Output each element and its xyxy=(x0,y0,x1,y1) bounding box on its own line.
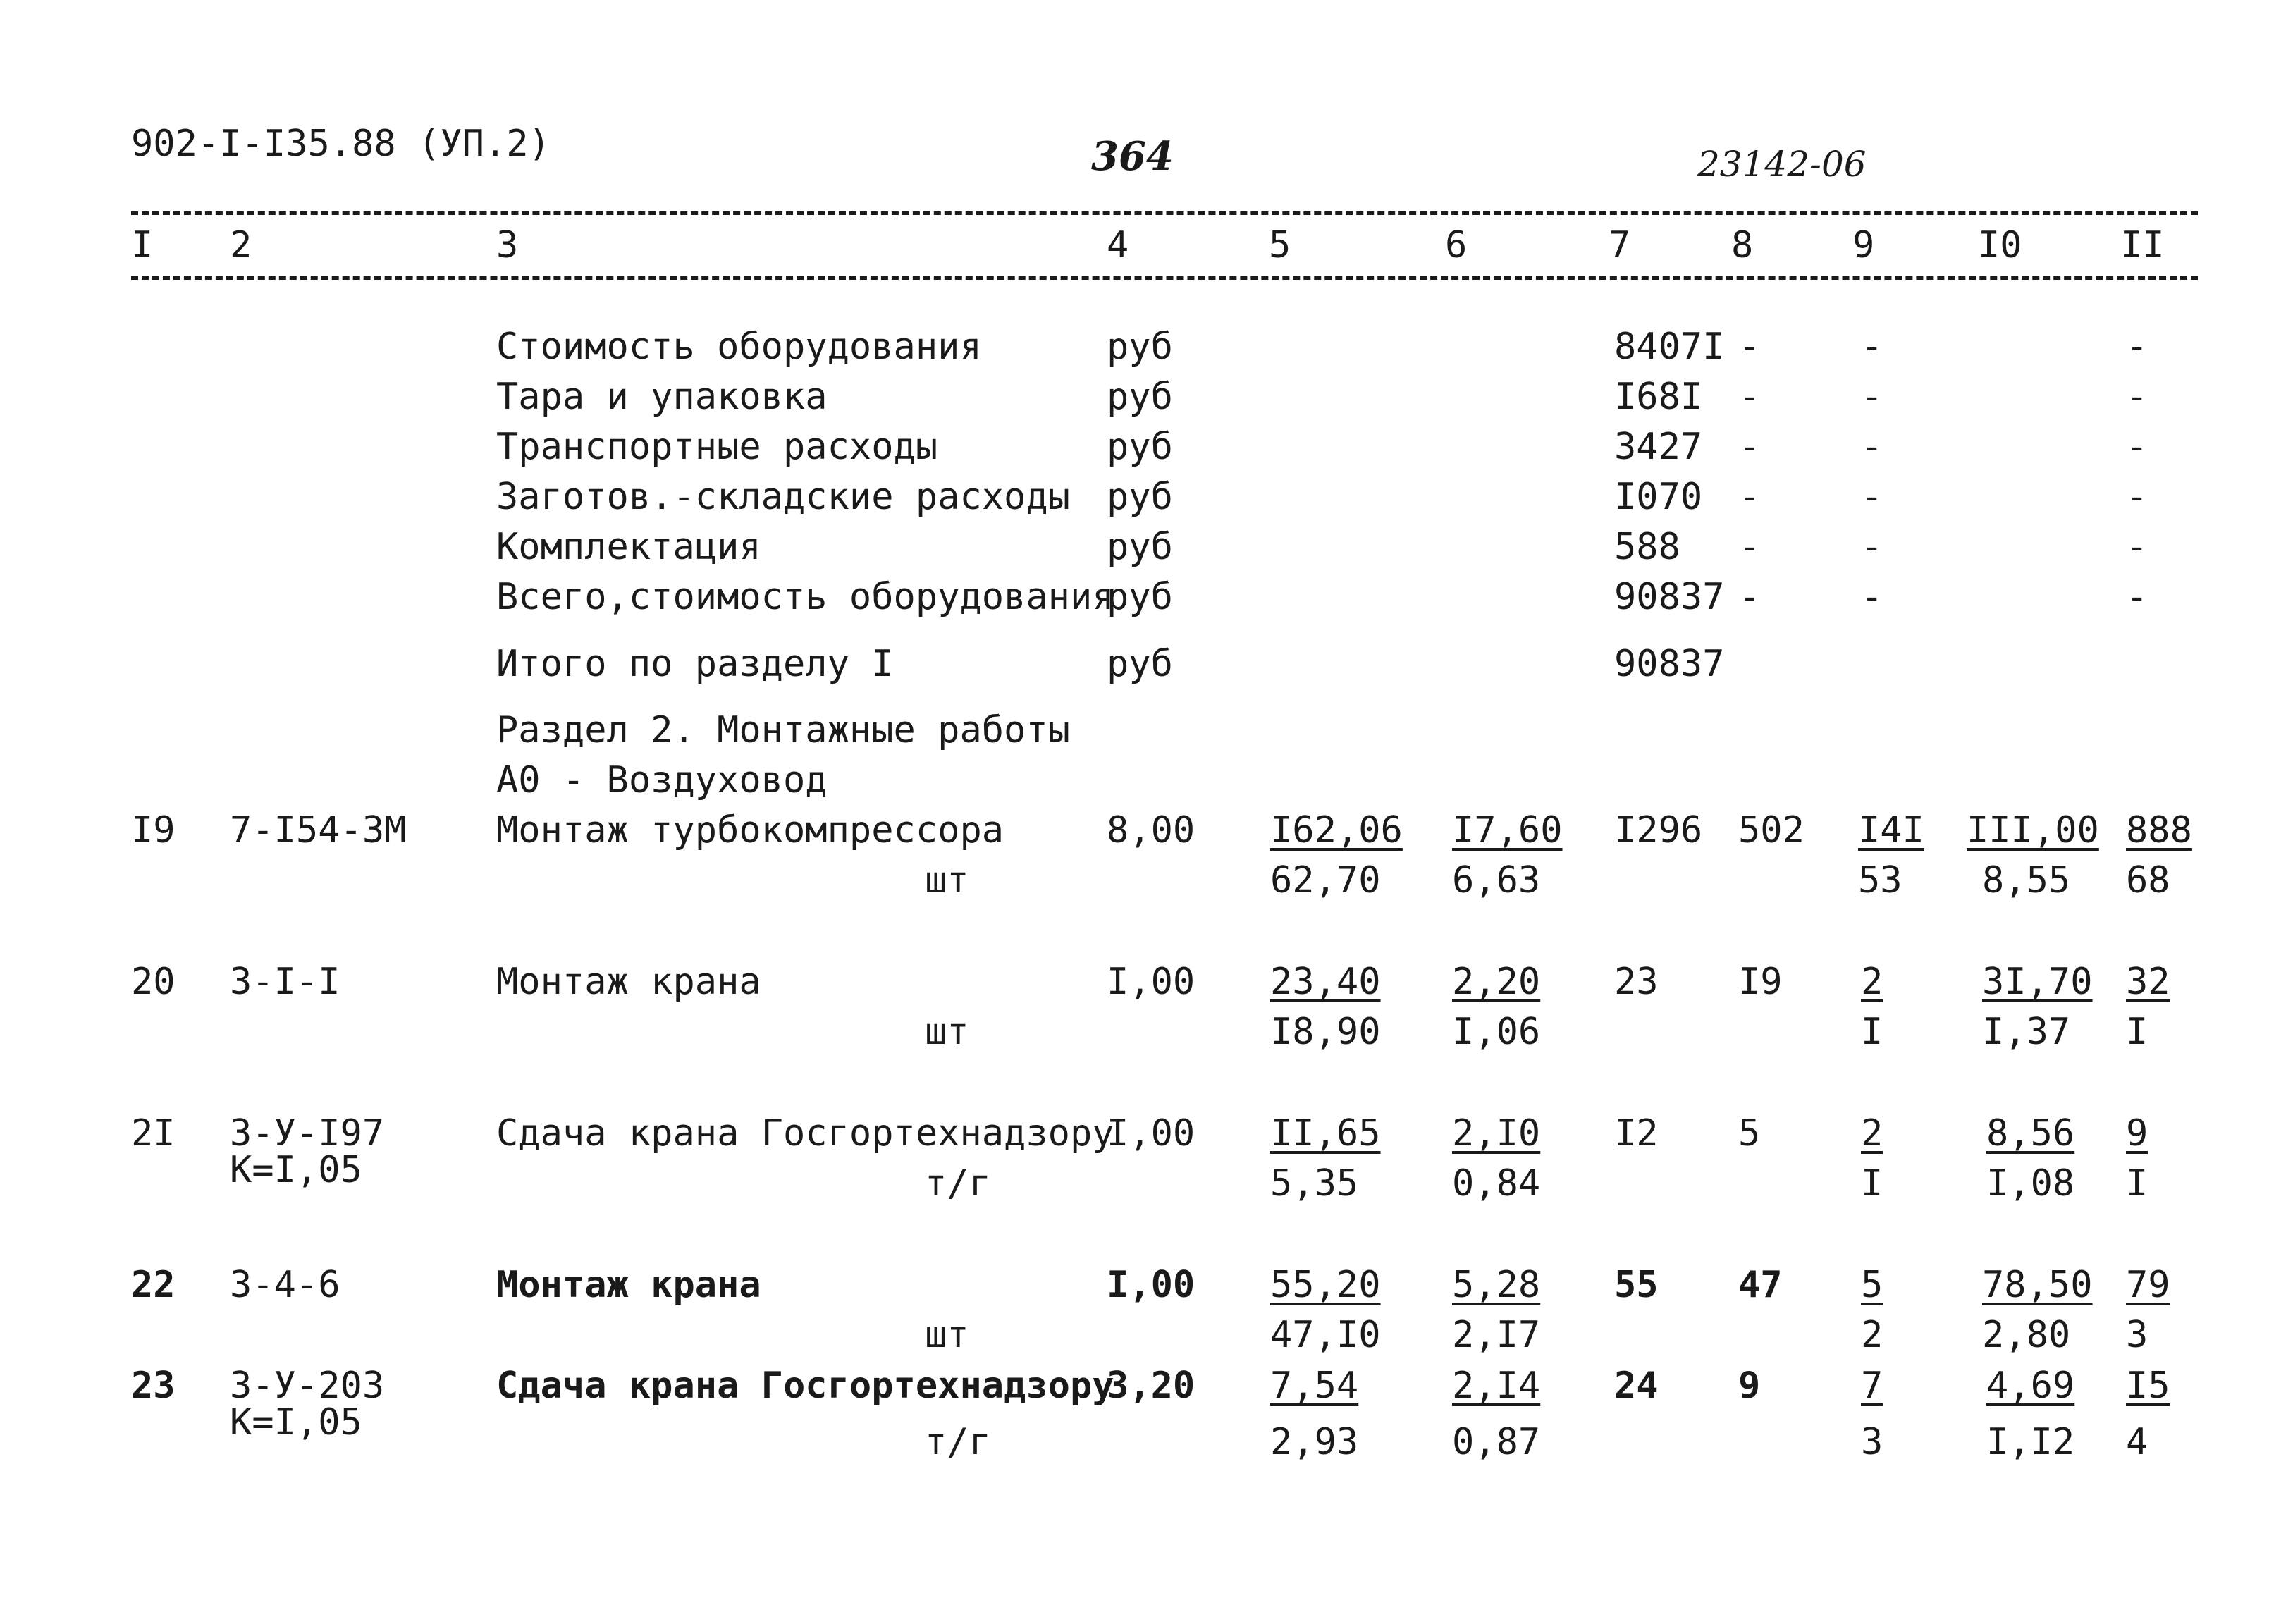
item-quantity: 8,00 xyxy=(1107,809,1195,851)
item-name: Сдача крана Госгортехнадзору xyxy=(496,1112,1114,1155)
item-code-coefficient: К=I,05 xyxy=(230,1401,362,1444)
summary-col7: I68I xyxy=(1614,376,1703,418)
item-quantity: 3,20 xyxy=(1107,1365,1195,1407)
item-number: I9 xyxy=(131,809,176,851)
item-unit: шт xyxy=(925,1011,969,1053)
summary-name: Заготов.-складские расходы xyxy=(496,476,1070,518)
item-col7: 24 xyxy=(1614,1365,1659,1407)
summary-col8: - xyxy=(1738,426,1761,468)
item-col9: 7 xyxy=(1861,1365,1883,1407)
summary-unit: руб xyxy=(1107,376,1173,418)
section-total-unit: руб xyxy=(1107,643,1173,685)
item-col5: 23,40 xyxy=(1270,961,1381,1003)
item-col11-sub: I xyxy=(2126,1011,2148,1053)
item-col11: 79 xyxy=(2126,1264,2170,1306)
summary-col8: - xyxy=(1738,326,1761,368)
summary-col8: - xyxy=(1738,476,1761,518)
summary-col7: 588 xyxy=(1614,526,1680,568)
summary-col9: - xyxy=(1861,526,1883,568)
item-col10-sub: I,I2 xyxy=(1986,1421,2075,1463)
summary-name: Транспортные расходы xyxy=(496,426,938,468)
summary-col11: - xyxy=(2126,526,2148,568)
summary-col9: - xyxy=(1861,426,1883,468)
header-top-rule xyxy=(131,211,2198,215)
item-col5-sub: 2,93 xyxy=(1270,1421,1359,1463)
col-header-2: 2 xyxy=(230,224,252,266)
item-unit: шт xyxy=(925,859,969,902)
summary-name: Стоимость оборудования xyxy=(496,326,982,368)
page-number: 364 xyxy=(1091,133,1174,180)
item-col8: 502 xyxy=(1738,809,1804,851)
item-col5-sub: 47,I0 xyxy=(1270,1314,1381,1356)
summary-col8: - xyxy=(1738,376,1761,418)
item-col8: 5 xyxy=(1738,1112,1761,1155)
item-col9: I4I xyxy=(1858,809,1924,851)
item-unit: шт xyxy=(925,1314,969,1356)
summary-unit: руб xyxy=(1107,426,1173,468)
item-number: 23 xyxy=(131,1365,176,1407)
summary-col9: - xyxy=(1861,576,1883,618)
col-header-10: I0 xyxy=(1978,224,2022,266)
item-col6-sub: 2,I7 xyxy=(1452,1314,1541,1356)
item-col10-sub: 8,55 xyxy=(1982,859,2071,902)
item-col8: I9 xyxy=(1738,961,1783,1003)
item-number: 22 xyxy=(131,1264,176,1306)
item-col5: I62,06 xyxy=(1270,809,1403,851)
item-col9-sub: 3 xyxy=(1861,1421,1883,1463)
item-col5: II,65 xyxy=(1270,1112,1381,1155)
summary-name: Всего,стоимость оборудования xyxy=(496,576,1114,618)
summary-unit: руб xyxy=(1107,326,1173,368)
item-col8: 47 xyxy=(1738,1264,1783,1306)
item-col10: 8,56 xyxy=(1986,1112,2075,1155)
summary-col9: - xyxy=(1861,326,1883,368)
col-header-7: 7 xyxy=(1609,224,1631,266)
item-col11-sub: 4 xyxy=(2126,1421,2148,1463)
item-col10: 3I,70 xyxy=(1982,961,2093,1003)
item-unit: т/г xyxy=(925,1162,991,1205)
item-name: Монтаж турбокомпрессора xyxy=(496,809,1004,851)
item-col10: III,00 xyxy=(1967,809,2099,851)
item-col11-sub: 68 xyxy=(2126,859,2170,902)
item-unit: т/г xyxy=(925,1421,991,1463)
item-code: 3-У-203 xyxy=(230,1365,385,1407)
item-col6-sub: 0,84 xyxy=(1452,1162,1541,1205)
item-quantity: I,00 xyxy=(1107,1264,1195,1306)
summary-col9: - xyxy=(1861,376,1883,418)
item-col9-sub: I xyxy=(1861,1011,1883,1053)
item-col5: 55,20 xyxy=(1270,1264,1381,1306)
col-header-3: 3 xyxy=(496,224,519,266)
item-col6-sub: I,06 xyxy=(1452,1011,1541,1053)
summary-col11: - xyxy=(2126,476,2148,518)
item-col7: 55 xyxy=(1614,1264,1659,1306)
item-col9-sub: I xyxy=(1861,1162,1883,1205)
item-col7: 23 xyxy=(1614,961,1659,1003)
summary-col11: - xyxy=(2126,576,2148,618)
summary-col7: 90837 xyxy=(1614,576,1725,618)
item-name: Монтаж крана xyxy=(496,1264,761,1306)
summary-col11: - xyxy=(2126,426,2148,468)
item-number: 20 xyxy=(131,961,176,1003)
item-col9-sub: 53 xyxy=(1858,859,1902,902)
item-col6-sub: 0,87 xyxy=(1452,1421,1541,1463)
summary-col7: 8407I xyxy=(1614,326,1725,368)
summary-col9: - xyxy=(1861,476,1883,518)
item-col6: 2,I4 xyxy=(1452,1365,1541,1407)
item-col11: I5 xyxy=(2126,1365,2170,1407)
item-col6: 2,I0 xyxy=(1452,1112,1541,1155)
item-col7: I2 xyxy=(1614,1112,1659,1155)
item-col11-sub: 3 xyxy=(2126,1314,2148,1356)
item-name: Сдача крана Госгортехнадзору xyxy=(496,1365,1114,1407)
stamp-number: 23142-06 xyxy=(1697,144,1867,185)
item-number: 2I xyxy=(131,1112,176,1155)
item-col6-sub: 6,63 xyxy=(1452,859,1541,902)
item-col5-sub: I8,90 xyxy=(1270,1011,1381,1053)
item-quantity: I,00 xyxy=(1107,1112,1195,1155)
item-col11: 9 xyxy=(2126,1112,2148,1155)
summary-col11: - xyxy=(2126,326,2148,368)
item-col8: 9 xyxy=(1738,1365,1761,1407)
item-code: 7-I54-3М xyxy=(230,809,407,851)
item-quantity: I,00 xyxy=(1107,961,1195,1003)
item-col5-sub: 62,70 xyxy=(1270,859,1381,902)
col-header-8: 8 xyxy=(1731,224,1754,266)
item-col5-sub: 5,35 xyxy=(1270,1162,1359,1205)
section-total-name: Итого по разделу I xyxy=(496,643,894,685)
col-header-4: 4 xyxy=(1107,224,1129,266)
item-col6: 5,28 xyxy=(1452,1264,1541,1306)
col-header-1: I xyxy=(131,224,154,266)
summary-col7: 3427 xyxy=(1614,426,1703,468)
col-header-6: 6 xyxy=(1445,224,1468,266)
item-col6: I7,60 xyxy=(1452,809,1563,851)
col-header-11: II xyxy=(2120,224,2165,266)
header-bottom-rule xyxy=(131,276,2198,280)
item-col10-sub: I,08 xyxy=(1986,1162,2075,1205)
item-col7: I296 xyxy=(1614,809,1703,851)
summary-col8: - xyxy=(1738,526,1761,568)
item-col10-sub: 2,80 xyxy=(1982,1314,2071,1356)
item-code-coefficient: К=I,05 xyxy=(230,1149,362,1191)
item-col5: 7,54 xyxy=(1270,1365,1359,1407)
item-col10-sub: I,37 xyxy=(1982,1011,2071,1053)
section-2-subtitle: А0 - Воздуховод xyxy=(496,759,828,801)
item-code: 3-I-I xyxy=(230,961,340,1003)
item-code: 3-У-I97 xyxy=(230,1112,385,1155)
item-col11-sub: I xyxy=(2126,1162,2148,1205)
item-col9: 2 xyxy=(1861,1112,1883,1155)
summary-unit: руб xyxy=(1107,526,1173,568)
summary-unit: руб xyxy=(1107,576,1173,618)
summary-unit: руб xyxy=(1107,476,1173,518)
item-col9: 2 xyxy=(1861,961,1883,1003)
section-2-title: Раздел 2. Монтажные работы xyxy=(496,709,1070,751)
item-code: 3-4-6 xyxy=(230,1264,340,1306)
col-header-5: 5 xyxy=(1269,224,1291,266)
summary-name: Тара и упаковка xyxy=(496,376,828,418)
item-col10: 78,50 xyxy=(1982,1264,2093,1306)
item-col11: 32 xyxy=(2126,961,2170,1003)
summary-name: Комплектация xyxy=(496,526,761,568)
summary-col11: - xyxy=(2126,376,2148,418)
item-col9-sub: 2 xyxy=(1861,1314,1883,1356)
item-col10: 4,69 xyxy=(1986,1365,2075,1407)
item-col9: 5 xyxy=(1861,1264,1883,1306)
section-total-col7: 90837 xyxy=(1614,643,1725,685)
item-name: Монтаж крана xyxy=(496,961,761,1003)
item-col6: 2,20 xyxy=(1452,961,1541,1003)
item-col11: 888 xyxy=(2126,809,2192,851)
document-code: 902-I-I35.88 (УП.2) xyxy=(131,123,551,165)
summary-col7: I070 xyxy=(1614,476,1703,518)
col-header-9: 9 xyxy=(1852,224,1875,266)
summary-col8: - xyxy=(1738,576,1761,618)
